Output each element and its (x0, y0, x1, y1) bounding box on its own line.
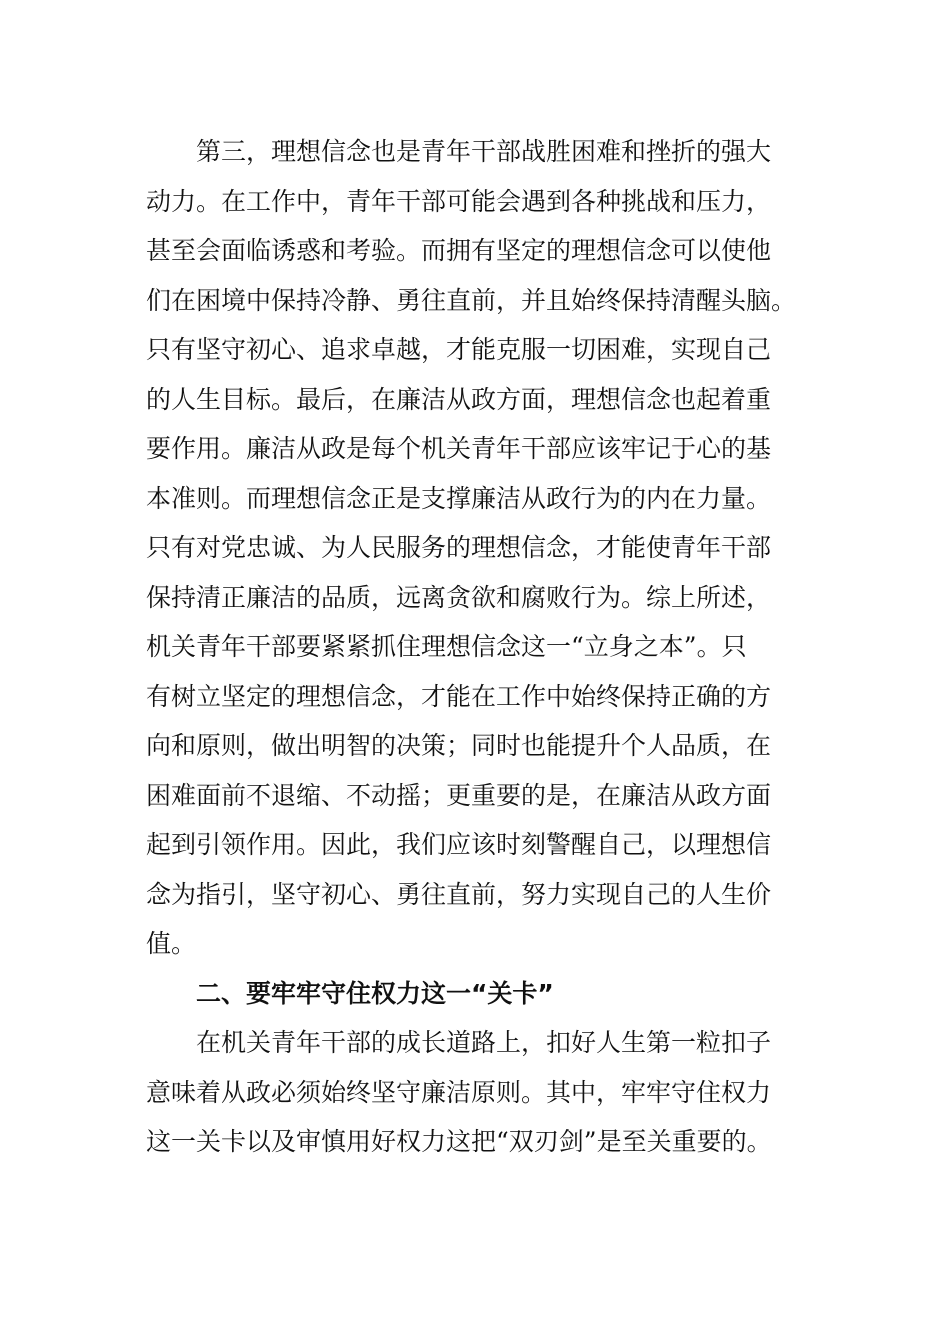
paragraph-line: 有树立坚定的理想信念，才能在工作中始终保持正确的方 (146, 682, 772, 711)
paragraph-line: 甚至会面临诱惑和考验。而拥有坚定的理想信念可以使他 (146, 236, 772, 265)
paragraph-line: 动力。在工作中，青年干部可能会遇到各种挑战和压力， (146, 187, 772, 216)
paragraph-line: 保持清正廉洁的品质，远离贪欲和腐败行为。综上所述， (146, 583, 772, 612)
section-heading: 二、要牢牢守住权力这一“关卡” (196, 979, 554, 1008)
paragraph-line: 念为指引，坚守初心、勇往直前，努力实现自己的人生价 (146, 880, 772, 909)
paragraph-line: 们在困境中保持冷静、勇往直前，并且始终保持清醒头脑。 (146, 286, 797, 315)
paragraph-line: 这一关卡以及审慎用好权力这把“双刃剑”是至关重要的。 (146, 1127, 772, 1156)
paragraph-line: 本准则。而理想信念正是支撑廉洁从政行为的内在力量。 (146, 484, 772, 513)
paragraph-line: 只有坚守初心、追求卓越，才能克服一切困难，实现自己 (146, 335, 772, 364)
paragraph-line: 只有对党忠诚、为人民服务的理想信念，才能使青年干部 (146, 533, 772, 562)
paragraph-line: 要作用。廉洁从政是每个机关青年干部应该牢记于心的基 (146, 434, 772, 463)
paragraph-line: 困难面前不退缩、不动摇；更重要的是，在廉洁从政方面 (146, 781, 772, 810)
paragraph-line: 机关青年干部要紧紧抓住理想信念这一“立身之本”。只 (146, 632, 747, 661)
paragraph-line: 起到引领作用。因此，我们应该时刻警醒自己，以理想信 (146, 830, 772, 859)
paragraph-line: 的人生目标。最后，在廉洁从政方面，理想信念也起着重 (146, 385, 772, 414)
paragraph-line: 值。 (146, 929, 197, 958)
paragraph-line: 意味着从政必须始终坚守廉洁原则。其中，牢牢守住权力 (146, 1078, 772, 1107)
paragraph-line: 在机关青年干部的成长道路上，扣好人生第一粒扣子 (196, 1028, 772, 1057)
paragraph-line: 向和原则，做出明智的决策；同时也能提升个人品质，在 (146, 731, 772, 760)
paragraph-line: 第三，理想信念也是青年干部战胜困难和挫折的强大 (196, 137, 772, 166)
